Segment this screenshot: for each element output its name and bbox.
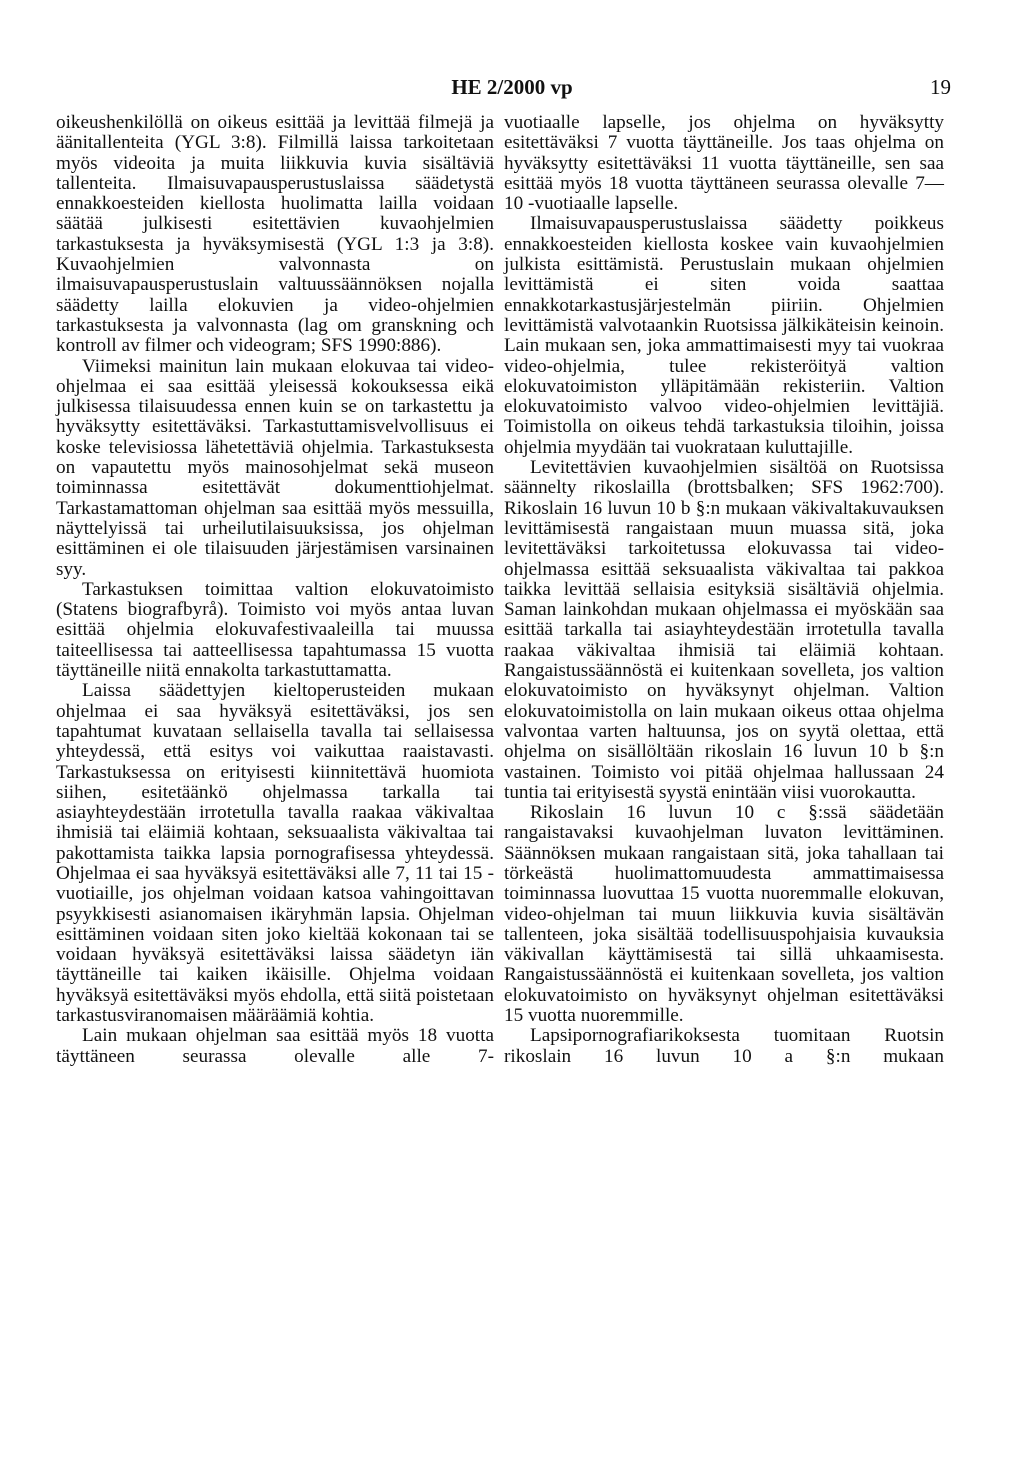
paragraph: Ilmaisuvapausperustuslaissa säädetty poikkeus ennakkoesteiden kiellosta koskee vain kuvaohjelmien julkista esittämistä. Perustuslain mukaan ohjelmien levittämistä ei siten voida saattaa ennakkotarkastusjärjestelmän piiriin. Ohjelmien levittämistä valvotaankin Ruotsissa jälkikäteisin keinoin. Lain mukaan sen, joka ammattimaisesti myy tai vuokraa video-ohjelmia, tulee rekisteröityä valtion elokuvatoimiston ylläpitämään rekisteriin. Valtion elokuvatoimisto valvoo video-ohjelmien levittäjiä. Toimistolla on oikeus tehdä tarkastuksia tiloihin, joissa ohjelmia myydään tai vuokrataan kuluttajille. xyxy=(504,213,944,458)
paragraph: Laissa säädettyjen kieltoperusteiden mukaan ohjelmaa ei saa hyväksyä esitettäväksi, jos sen tapahtumat kuvataan sellaisella tavalla tai sellaisessa yhteydessä, että esitys voi vaikuttaa raaistavasti. Tarkastuksessa on erityisesti kiinnitettävä huomiota siihen, esitetäänkö ohjelmassa tarkalla tai asiayhteydestään irrotetulla tavalla raakaa väkivaltaa ihmisiä tai eläimiä kohtaan, seksuaalista väkivaltaa tai pakottamista taikka lapsia pornografisessa yhteydessä. Ohjelmaa ei saa hyväksyä esitettäväksi alle 7, 11 tai 15 -vuotiaille, jos ohjelman voidaan katsoa vahingoittavan psyykkisesti asianomaisen ikäryhmän lapsia. Ohjelman esittäminen voidaan siten joko kieltää kokonaan tai se voidaan hyväksyä esitettäväksi laissa säädetyn iän täyttäneille tai kaiken ikäisille. Ohjelma voidaan hyväksyä esitettäväksi myös ehdolla, että siitä poistetaan tarkastusviranomaisen määräämiä kohtia. xyxy=(56,680,494,1027)
right-text-column xyxy=(504,113,944,1067)
paragraph: vuotiaalle lapselle, jos ohjelma on hyväksytty esitettäväksi 7 vuotta täyttäneille. Jos taas ohjelma on hyväksytty esitettäväksi 11 vuotta täyttäneille, sen saa esittää myös 18 vuotta täyttäneen seurassa olevalle 7—10 -vuotiaalle lapselle. xyxy=(504,112,944,215)
paragraph: Tarkastuksen toimittaa valtion elokuvatoimisto (Statens biografbyrå). Toimisto voi myös antaa luvan esittää ohjelmia elokuvafestivaaleilla tai muussa taiteellisessa tai aatteellisessa tapahtumassa 15 vuotta täyttäneille niitä ennakolta tarkastuttamatta. xyxy=(56,578,494,682)
page-number: 19 xyxy=(930,75,951,99)
paragraph: Rikoslain 16 luvun 10 c §:ssä säädetään rangaistavaksi kuvaohjelman luvaton levittäminen. Säännöksen mukaan rangaistaan sitä, joka tahallaan tai törkeästä huolimattomuudesta ammattimaisessa toiminnassa luovuttaa 15 vuotta nuoremmalle elokuvan, video-ohjelman tai muun liikkuvia kuvia sisältävän tallenteen, joka sisältää todellisuuspohjaisia kuvauksia väkivallan käyttämisestä tai sillä uhkaamisesta. Rangaistussäännöstä ei kuitenkaan sovelleta, jos valtion elokuvatoimisto on hyväksynyt ohjelman esitettäväksi 15 vuotta nuoremmille. xyxy=(504,802,944,1027)
paragraph: Levitettävien kuvaohjelmien sisältöä on Ruotsissa säännelty rikoslailla (brottsbalken; SFS 1962:700). Rikoslain 16 luvun 10 b §:n mukaan väkivaltakuvauksen levittämisestä rangaistaan muun muassa sitä, joka levitettäväksi tarkoitetussa elokuvassa tai video-ohjelmassa esittää seksuaalista väkivaltaa tai pakkoa taikka levittää sellaisia esityksiä sisältäviä ohjelmia. Saman lainkohdan mukaan ohjelmassa ei myöskään saa esittää tarkalla tai asiayhteydestään irrotetulla tavalla raakaa väkivaltaa ihmisiä tai eläimiä kohtaan. Rangaistussäännöstä ei kuitenkaan sovelleta, jos valtion elokuvatoimisto on hyväksynyt ohjelman. Valtion elokuvatoimistolla on lain mukaan oikeus ottaa ohjelma valvontaa varten haltuunsa, jos on syytä olettaa, että ohjelma on sisällöltään rikoslain 16 luvun 10 b §:n vastainen. Toimisto voi pitää ohjelmaa hallussaan 24 tuntia tai erityisestä syystä enintään viisi vuorokautta. xyxy=(504,457,944,803)
paragraph: Lain mukaan ohjelman saa esittää myös 18 vuotta täyttäneen seurassa olevalle alle 7- xyxy=(56,1025,494,1067)
page-header-title: HE 2/2000 vp xyxy=(451,75,573,99)
paragraph: Viimeksi mainitun lain mukaan elokuvaa tai video-ohjelmaa ei saa esittää yleisessä kokouksessa eikä julkisessa tilaisuudessa ennen kuin se on tarkastettu ja hyväksytty esitettäväksi. Tarkastuttamisvelvollisuus ei koske televisiossa lähetettäviä ohjelmia. Tarkastuksesta on vapautettu myös mainosohjelmat sekä museon toiminnassa esitettävät dokumenttiohjelmat. Tarkastamattoman ohjelman saa esittää myös messuilla, näyttelyissä tai urheilutilaisuuksissa, jos ohjelman esittäminen ei ole tilaisuuden järjestämisen varsinainen syy. xyxy=(56,355,494,580)
paragraph: oikeushenkilöllä on oikeus esittää ja levittää filmejä ja äänitallenteita (YGL 3:8). Filmillä laissa tarkoitetaan myös videoita ja muita liikkuvia kuvia sisältäviä tallenteita. Ilmaisuvapausperustuslaissa säädetystä ennakkoesteiden kiellosta huolimatta lailla voidaan säätää julkisesti esitettävien kuvaohjelmien tarkastuksesta ja hyväksymisestä (YGL 1:3 ja 3:8). Kuvaohjelmien valvonnasta on ilmaisuvapausperustuslain valtuussäännöksen nojalla säädetty lailla elokuvien ja video-ohjelmien tarkastuksesta ja valvonnasta (lag om granskning och kontroll av filmer och videogram; SFS 1990:886). xyxy=(56,112,494,357)
left-text-column xyxy=(56,113,494,1067)
paragraph: Lapsipornografiarikoksesta tuomitaan Ruotsin rikoslain 16 luvun 10 a §:n mukaan xyxy=(504,1025,944,1067)
